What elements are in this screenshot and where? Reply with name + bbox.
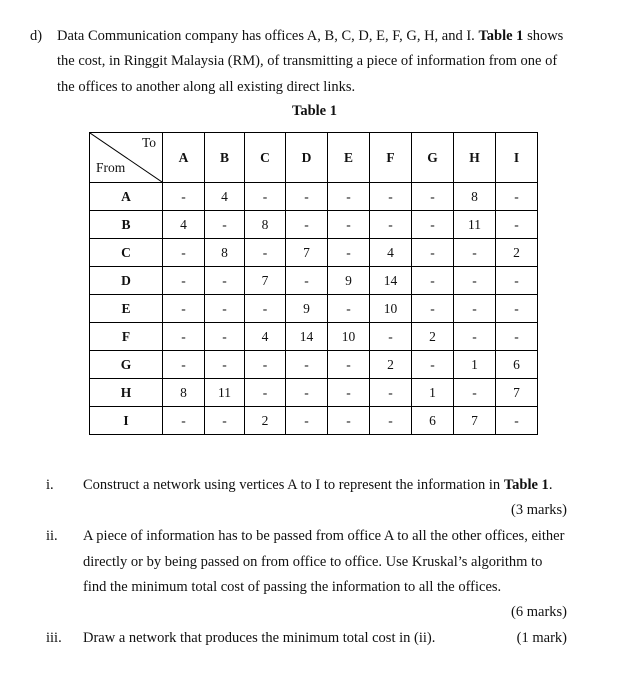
cost-cell: - xyxy=(245,379,286,407)
cost-cell: - xyxy=(328,239,370,267)
cost-cell: 1 xyxy=(412,379,454,407)
row-header: A xyxy=(90,183,163,211)
row-header: H xyxy=(90,379,163,407)
cost-cell: 4 xyxy=(205,183,245,211)
cost-cell: 4 xyxy=(245,323,286,351)
cost-cell: - xyxy=(370,323,412,351)
table-row xyxy=(90,183,538,211)
cost-table xyxy=(89,132,538,435)
cost-cell: - xyxy=(454,323,496,351)
cost-cell: 1 xyxy=(454,351,496,379)
cost-cell: - xyxy=(412,295,454,323)
cost-cell: - xyxy=(328,183,370,211)
cost-cell: 2 xyxy=(496,239,538,267)
question-ii-line-2: directly or by being passed on from office to office. Use Kruskal’s algorithm to xyxy=(83,554,543,570)
cost-cell: 10 xyxy=(370,295,412,323)
corner-from-label: From xyxy=(96,160,126,175)
column-header: A xyxy=(163,133,205,183)
cost-cell: 6 xyxy=(412,407,454,435)
cost-cell: - xyxy=(163,323,205,351)
column-header: C xyxy=(245,133,286,183)
cost-cell: - xyxy=(163,267,205,295)
cost-cell: - xyxy=(286,183,328,211)
corner-to-label: To xyxy=(141,135,156,150)
cost-cell: - xyxy=(496,407,538,435)
intro-line-1-text: Data Communication company has offices A, B, C, D, E, F, G, H, and I. xyxy=(57,28,475,44)
question-i-table-ref: Table 1 xyxy=(503,477,549,493)
table-caption: Table 1 xyxy=(292,103,337,119)
table-row xyxy=(90,379,538,407)
cost-cell: - xyxy=(205,295,245,323)
cost-cell: 7 xyxy=(454,407,496,435)
cost-cell: - xyxy=(370,407,412,435)
cost-cell: - xyxy=(496,267,538,295)
question-i-text xyxy=(83,476,552,494)
table-row xyxy=(90,295,538,323)
cost-cell: - xyxy=(412,239,454,267)
row-header: D xyxy=(90,267,163,295)
cost-cell: 11 xyxy=(205,379,245,407)
cost-cell: - xyxy=(412,351,454,379)
question-ii-line-1: A piece of information has to be passed from office A to all the other offices, either xyxy=(83,528,565,544)
cost-cell: - xyxy=(205,323,245,351)
cost-cell: - xyxy=(412,183,454,211)
cost-cell: 14 xyxy=(370,267,412,295)
cost-cell: - xyxy=(496,211,538,239)
cost-cell: - xyxy=(370,211,412,239)
cost-cell: - xyxy=(454,379,496,407)
cost-cell: - xyxy=(454,239,496,267)
column-header: H xyxy=(454,133,496,183)
cost-cell: 4 xyxy=(163,211,205,239)
question-i-period: . xyxy=(548,477,553,493)
cost-cell: - xyxy=(163,239,205,267)
cost-cell: - xyxy=(454,295,496,323)
cost-cell: - xyxy=(496,183,538,211)
question-iii-text: Draw a network that produces the minimum total cost in (ii). xyxy=(83,630,436,646)
cost-cell: - xyxy=(328,379,370,407)
cost-cell: 8 xyxy=(205,239,245,267)
cost-cell: 2 xyxy=(370,351,412,379)
question-label: d) xyxy=(30,28,43,44)
cost-cell: - xyxy=(496,323,538,351)
question-i-text-main: Construct a network using vertices A to I to represent the information in xyxy=(83,477,501,493)
table-corner-cell xyxy=(90,133,163,183)
cost-cell: - xyxy=(245,295,286,323)
cost-cell: - xyxy=(163,407,205,435)
cost-cell: 4 xyxy=(370,239,412,267)
question-iii-number: iii. xyxy=(46,630,62,646)
cost-cell: 7 xyxy=(286,239,328,267)
cost-cell: - xyxy=(286,407,328,435)
cost-cell: - xyxy=(205,407,245,435)
row-header: C xyxy=(90,239,163,267)
intro-line-1-end: shows xyxy=(527,28,564,44)
cost-cell: 7 xyxy=(496,379,538,407)
row-header: I xyxy=(90,407,163,435)
cost-cell: - xyxy=(205,351,245,379)
cost-cell: 6 xyxy=(496,351,538,379)
cost-cell: - xyxy=(286,351,328,379)
cost-cell: - xyxy=(328,351,370,379)
cost-cell: 8 xyxy=(245,211,286,239)
table-row xyxy=(90,239,538,267)
cost-cell: 9 xyxy=(328,267,370,295)
question-i-marks: (3 marks) xyxy=(511,502,567,518)
row-header: E xyxy=(90,295,163,323)
cost-cell: 11 xyxy=(454,211,496,239)
cost-cell: - xyxy=(245,239,286,267)
column-header: I xyxy=(496,133,538,183)
table-row xyxy=(90,211,538,239)
cost-cell: - xyxy=(163,295,205,323)
cost-cell: 14 xyxy=(286,323,328,351)
cost-cell: - xyxy=(328,295,370,323)
cost-cell: - xyxy=(412,211,454,239)
question-iii-marks: (1 mark) xyxy=(516,630,567,646)
table-row xyxy=(90,351,538,379)
question-ii-number: ii. xyxy=(46,528,58,544)
cost-cell: - xyxy=(370,183,412,211)
cost-cell: 2 xyxy=(412,323,454,351)
cost-cell: - xyxy=(163,183,205,211)
intro-table-ref: Table 1 xyxy=(478,28,524,44)
cost-cell: - xyxy=(286,211,328,239)
cost-cell: - xyxy=(412,267,454,295)
cost-cell: 9 xyxy=(286,295,328,323)
column-header: F xyxy=(370,133,412,183)
row-header: G xyxy=(90,351,163,379)
cost-cell: - xyxy=(245,183,286,211)
intro-line-1 xyxy=(57,27,563,45)
column-header: G xyxy=(412,133,454,183)
column-header: E xyxy=(328,133,370,183)
cost-cell: 7 xyxy=(245,267,286,295)
row-header: B xyxy=(90,211,163,239)
cost-cell: - xyxy=(205,267,245,295)
column-header: D xyxy=(286,133,328,183)
cost-cell: - xyxy=(286,267,328,295)
table-row xyxy=(90,323,538,351)
table-row xyxy=(90,407,538,435)
cost-cell: - xyxy=(286,379,328,407)
row-header: F xyxy=(90,323,163,351)
cost-cell: - xyxy=(370,379,412,407)
cost-cell: - xyxy=(496,295,538,323)
table-row xyxy=(90,267,538,295)
cost-cell: - xyxy=(163,351,205,379)
cost-cell: 10 xyxy=(328,323,370,351)
cost-cell: - xyxy=(328,211,370,239)
question-i-number: i. xyxy=(46,477,54,493)
cost-cell: 2 xyxy=(245,407,286,435)
cost-cell: 8 xyxy=(454,183,496,211)
intro-line-3: the offices to another along all existing direct links. xyxy=(57,79,356,95)
intro-line-2: the cost, in Ringgit Malaysia (RM), of transmitting a piece of information from one of xyxy=(57,53,558,69)
cost-cell: 8 xyxy=(163,379,205,407)
column-header: B xyxy=(205,133,245,183)
question-ii-marks: (6 marks) xyxy=(511,604,567,620)
cost-cell: - xyxy=(454,267,496,295)
cost-cell: - xyxy=(245,351,286,379)
question-ii-line-3: find the minimum total cost of passing the information to all the offices. xyxy=(83,579,502,595)
cost-cell: - xyxy=(205,211,245,239)
cost-cell: - xyxy=(328,407,370,435)
